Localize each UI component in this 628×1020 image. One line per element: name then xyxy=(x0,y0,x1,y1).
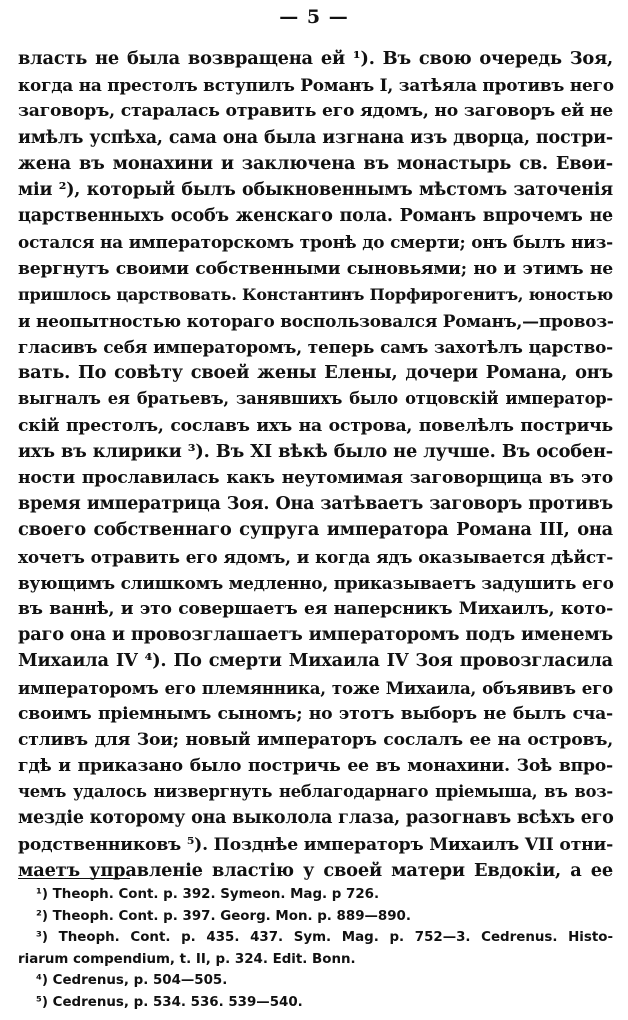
body-line: власть не была возвращена ей ¹). Въ свою очередь Зоя, xyxy=(18,48,613,69)
body-line: хочетъ отравить его ядомъ, и когда ядъ оказывается дѣйст- xyxy=(18,546,613,567)
body-line: вующимъ слишкомъ медленно, приказываетъ задушить его xyxy=(18,572,614,593)
body-text xyxy=(18,46,613,884)
body-line: въ ваннѣ, и это совершаетъ ея наперсникъ Михаилъ, кото- xyxy=(18,598,613,619)
body-line: мездіе которому она выколола глаза, разогнавъ всѣхъ его xyxy=(18,808,614,829)
body-line: остался на императорскомъ тронѣ до смерти; онъ былъ низ- xyxy=(18,232,613,253)
body-line: вергнутъ своими собственными сыновьями; но и этимъ не xyxy=(18,258,613,279)
body-line: гдѣ и приказано было постричь ее въ монахини. Зоѣ впро- xyxy=(18,756,613,777)
body-line: маетъ управленіе властію у своей матери Евдокіи, а ее xyxy=(18,859,613,881)
body-line: когда на престолъ вступилъ Романъ I, затѣяла противъ него xyxy=(18,75,614,96)
footnote-line: ¹) Theoph. Cont. p. 392. Symeon. Mag. p 726. xyxy=(36,887,380,902)
footnotes xyxy=(18,884,613,1014)
footnote-line: ³) Theoph. Cont. p. 435. 437. Sym. Mag. p. 752—3. Cedrenus. Histo- xyxy=(36,930,613,946)
footnote-line: ⁴) Cedrenus, p. 504—505. xyxy=(36,973,228,989)
body-line: заговоръ, старалась отравить его ядомъ, но заговоръ ей не xyxy=(18,101,613,122)
body-line: вать. По совѣту своей жены Елены, дочери Романа, онъ xyxy=(18,362,613,384)
body-line: пришлось царствовать. Константинъ Порфирогенитъ, юностью xyxy=(18,284,613,304)
body-line: жена въ монахини и заключена въ монастырь св. Евѳи- xyxy=(18,152,613,174)
body-line: своего собственнаго супруга императора Романа III, она xyxy=(18,519,613,541)
body-line: раго она и провозглашаетъ императоромъ подъ именемъ xyxy=(18,624,613,646)
footnote-line: ⁵) Cedrenus, p. 534. 536. 539—540. xyxy=(36,994,303,1010)
body-line: Михаила IV ⁴). По смерти Михаила IV Зоя провозгласила xyxy=(18,650,613,672)
body-line: царственныхъ особъ женскаго пола. Романъ впрочемъ не xyxy=(18,206,613,227)
body-line: міи ²), который былъ обыкновеннымъ мѣстомъ заточенія xyxy=(18,179,613,200)
body-line: выгналъ ея братьевъ, занявшихъ было отцовскій император- xyxy=(18,389,613,409)
body-line: имѣлъ успѣха, сама она была изгнана изъ дворца, постри- xyxy=(18,127,613,148)
body-line: императоромъ его племянника, тоже Михаила, объявивъ его xyxy=(18,677,613,698)
body-line: и неопытностью котораго воспользовался Романъ,—провоз- xyxy=(18,310,614,331)
body-line: ности прославилась какъ неутомимая заговорщица въ это xyxy=(18,468,613,488)
body-line: гласивъ себя императоромъ, теперь самъ захотѣлъ царство- xyxy=(18,337,613,358)
body-line: родственниковъ ⁵). Позднѣе императоръ Михаилъ VII отни- xyxy=(18,834,613,855)
body-line: скій престолъ, сославъ ихъ на острова, повелѣлъ постричь xyxy=(18,415,613,436)
footnote-divider xyxy=(18,878,130,879)
body-line: время императрица Зоя. Она затѣваетъ заговоръ противъ xyxy=(18,494,613,515)
body-line: стливъ для Зои; новый императоръ сослалъ ее на островъ, xyxy=(18,729,613,750)
footnote-line: riarum compendium, t. II, p. 324. Edit. Bonn. xyxy=(18,951,356,967)
body-line: чемъ удалось низвергнуть неблагодарнаго пріемыша, въ воз- xyxy=(18,782,613,802)
footnote-line: ²) Theoph. Cont. p. 397. Georg. Mon. p. 889—890. xyxy=(36,908,411,924)
page-number: — 5 — xyxy=(279,6,349,28)
body-line: своимъ пріемнымъ сыномъ; но этотъ выборъ не былъ сча- xyxy=(18,703,613,724)
body-line: ихъ въ клирики ³). Въ XI вѣкѣ было не лучше. Въ особен- xyxy=(18,440,613,462)
